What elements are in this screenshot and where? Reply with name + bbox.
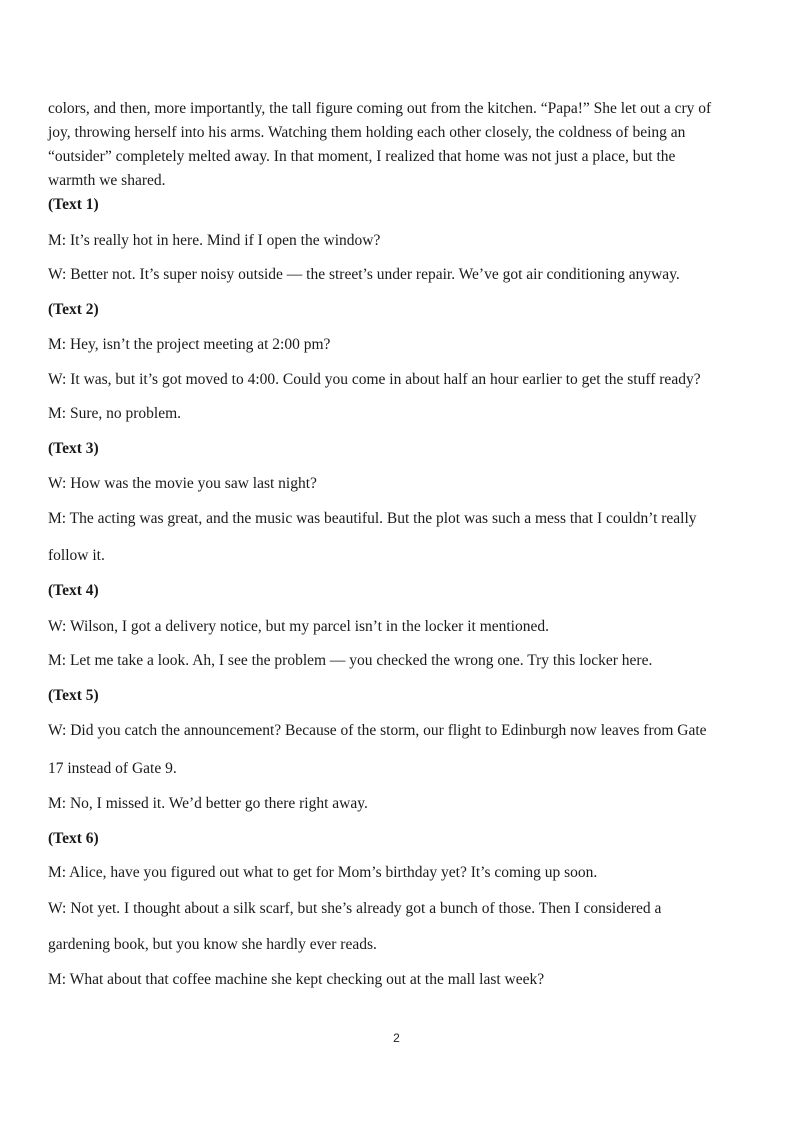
text-heading: (Text 1) [48, 196, 99, 213]
dialogue-line: M: Alice, have you figured out what to get for Mom’s birthday yet? It’s coming up soon. [48, 864, 598, 881]
dialogue-line: W: Wilson, I got a delivery notice, but my parcel isn’t in the locker it mentioned. [48, 618, 549, 635]
story-line: warmth we shared. [48, 172, 166, 189]
page-number: 2 [393, 1031, 400, 1045]
dialogue-line: W: It was, but it’s got moved to 4:00. Could you come in about half an hour earlier to get the stuff ready? [48, 371, 701, 388]
dialogue-line: M: No, I missed it. We’d better go there right away. [48, 795, 368, 812]
text-heading: (Text 6) [48, 830, 99, 847]
dialogue-line: W: Better not. It’s super noisy outside — the street’s under repair. We’ve got air conditioning anyway. [48, 266, 680, 283]
dialogue-line: W: How was the movie you saw last night? [48, 475, 317, 492]
dialogue-line: M: Let me take a look. Ah, I see the problem — you checked the wrong one. Try this locker here. [48, 652, 653, 669]
dialogue-line: follow it. [48, 547, 105, 564]
text-heading: (Text 3) [48, 440, 99, 457]
dialogue-line: M: The acting was great, and the music was beautiful. But the plot was such a mess that I couldn’t really [48, 510, 697, 527]
story-line: “outsider” completely melted away. In that moment, I realized that home was not just a place, but the [48, 148, 676, 165]
dialogue-line: M: Hey, isn’t the project meeting at 2:00 pm? [48, 336, 331, 353]
story-line: colors, and then, more importantly, the tall figure coming out from the kitchen. “Papa!” She let out a cry of [48, 100, 712, 117]
dialogue-line: W: Not yet. I thought about a silk scarf, but she’s already got a bunch of those. Then I considered a [48, 900, 662, 917]
story-line: joy, throwing herself into his arms. Watching them holding each other closely, the coldness of being an [48, 124, 686, 141]
dialogue-line: M: What about that coffee machine she kept checking out at the mall last week? [48, 971, 545, 988]
dialogue-line: gardening book, but you know she hardly ever reads. [48, 936, 377, 953]
dialogue-line: W: Did you catch the announcement? Because of the storm, our flight to Edinburgh now leaves from Gate [48, 722, 707, 739]
dialogue-line: M: Sure, no problem. [48, 405, 182, 422]
text-heading: (Text 4) [48, 582, 99, 599]
dialogue-line: M: It’s really hot in here. Mind if I open the window? [48, 232, 381, 249]
text-heading: (Text 2) [48, 301, 99, 318]
dialogue-line: 17 instead of Gate 9. [48, 760, 177, 777]
text-heading: (Text 5) [48, 687, 99, 704]
